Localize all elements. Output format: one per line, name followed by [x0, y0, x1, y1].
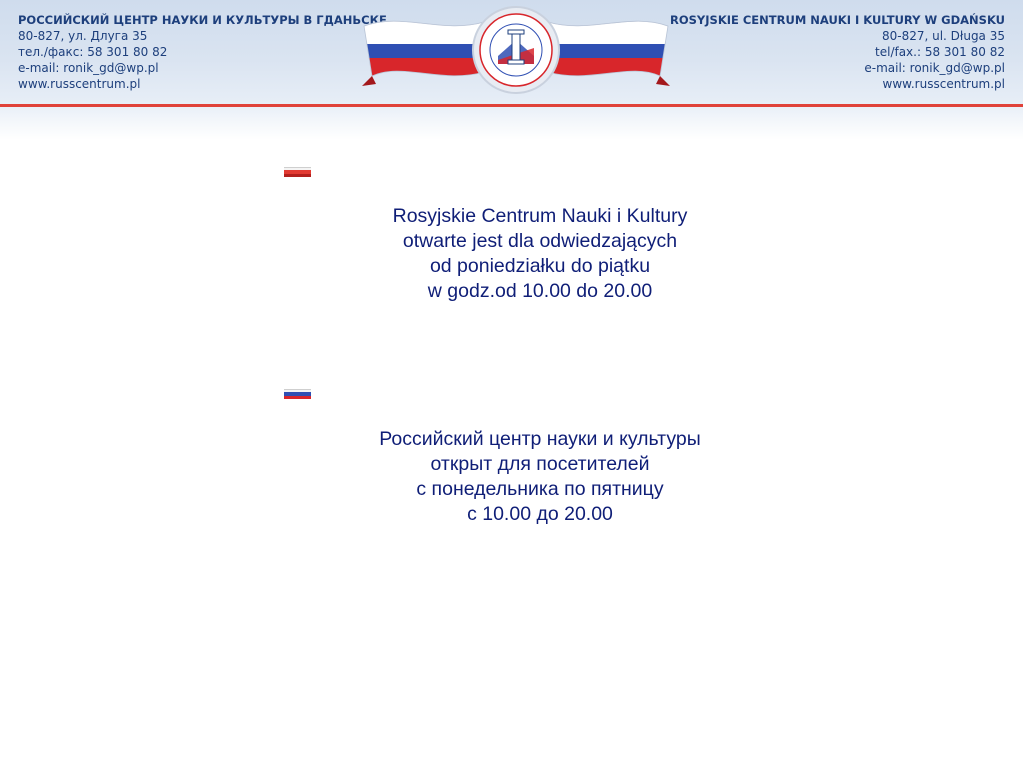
website: www.russcentrum.pl	[882, 77, 1005, 91]
phone: тел./факс: 58 301 80 82	[18, 45, 168, 59]
notice-line: od poniedziałku do piątku	[429, 255, 651, 277]
notice-line: Rosyjskie Centrum Nauki i Kultury	[392, 205, 688, 227]
address: 80-827, ул. Длуга 35	[18, 29, 148, 43]
notice-line: открыт для посетителей	[430, 453, 650, 475]
header-divider	[0, 104, 1023, 107]
notice-line: с 10.00 до 20.00	[467, 503, 613, 525]
notice-line: Российский центр науки и культуры	[379, 428, 701, 450]
opening-hours-polish	[250, 204, 830, 304]
phone: tel/fax.: 58 301 80 82	[875, 45, 1005, 59]
poland-flag-icon	[284, 167, 311, 177]
opening-hours-russian	[250, 427, 830, 527]
website: www.russcentrum.pl	[18, 77, 141, 91]
organization-name: РОССИЙСКИЙ ЦЕНТР НАУКИ И КУЛЬТУРЫ В ГДАНЬСКЕ	[18, 13, 387, 27]
ribbon-emblem-icon	[362, 4, 670, 100]
contact-block-polish	[670, 12, 1005, 92]
organization-name: ROSYJSKIE CENTRUM NAUKI I KULTURY W GDAŃSKU	[670, 13, 1005, 27]
russia-flag-icon	[284, 389, 311, 399]
email: e-mail: ronik_gd@wp.pl	[864, 61, 1005, 75]
contact-block-russian	[18, 12, 387, 92]
notice-line: w godz.od 10.00 do 20.00	[427, 280, 653, 302]
letterhead	[0, 0, 1023, 140]
address: 80-827, ul. Długa 35	[881, 29, 1005, 43]
email: e-mail: ronik_gd@wp.pl	[18, 61, 159, 75]
notice-line: с понедельника по пятницу	[416, 478, 664, 500]
notice-line: otwarte jest dla odwiedzających	[402, 230, 678, 252]
